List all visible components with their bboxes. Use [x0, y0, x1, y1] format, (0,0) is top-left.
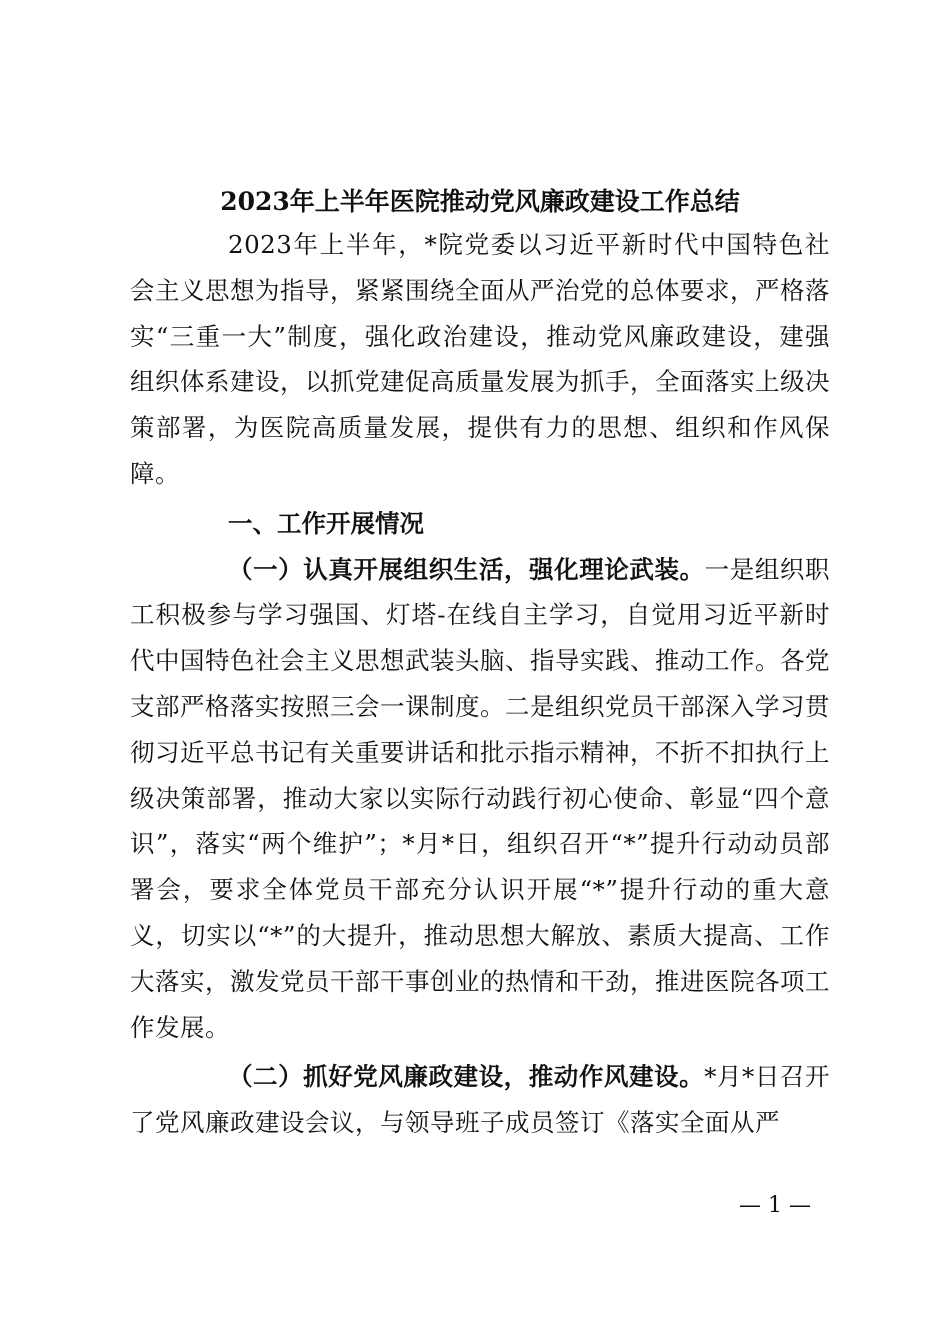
item-1-lead: （一）认真开展组织生活，强化理论武装。	[228, 554, 705, 584]
item-2-lead: （二）抓好党风廉政建设，推动作风建设。	[228, 1062, 705, 1092]
item-1-paragraph	[130, 547, 830, 1051]
page-number: — 1 —	[739, 1193, 811, 1218]
item-1-text: 一是组织职工积极参与学习强国、灯塔-在线自主学习，自觉用习近平新时代中国特色社会主义思想武装头脑、指导实践、推动工作。各党支部严格落实按照三会一课制度。二是组织党员干部深入学习贯彻习近平总书记有关重要讲话和批示指示精神，不折不扣执行上级决策部署，推动大家以实际行动践行初心使命、彰显“四个意识”，落实“两个维护”；*月*日，组织召开“*”提升行动动员部署会，要求全体党员干部充分认识开展“*”提升行动的重大意义，切实以“*”的大提升，推动思想大解放、素质大提高、工作大落实，激发党员干部干事创业的热情和干劲，推进医院各项工作发展。	[130, 554, 831, 1042]
document-title: 2023年上半年医院推动党风廉政建设工作总结	[220, 187, 740, 216]
intro-paragraph: 2023年上半年，*院党委以习近平新时代中国特色社会主义思想为指导，紧紧围绕全面从严治党的总体要求，严格落实“三重一大”制度，强化政治建设，推动党风廉政建设，建强组织体系建设，以抓党建促高质量发展为抓手，全面落实上级决策部署，为医院高质量发展，提供有力的思想、组织和作风保障。	[130, 230, 830, 488]
section-heading: 一、工作开展情况	[228, 508, 424, 538]
item-2-paragraph	[130, 1054, 830, 1146]
item-2-text: *月*日召开了党风廉政建设会议，与领导班子成员签订《落实全面从严	[130, 1062, 830, 1138]
document-body	[130, 222, 830, 1146]
